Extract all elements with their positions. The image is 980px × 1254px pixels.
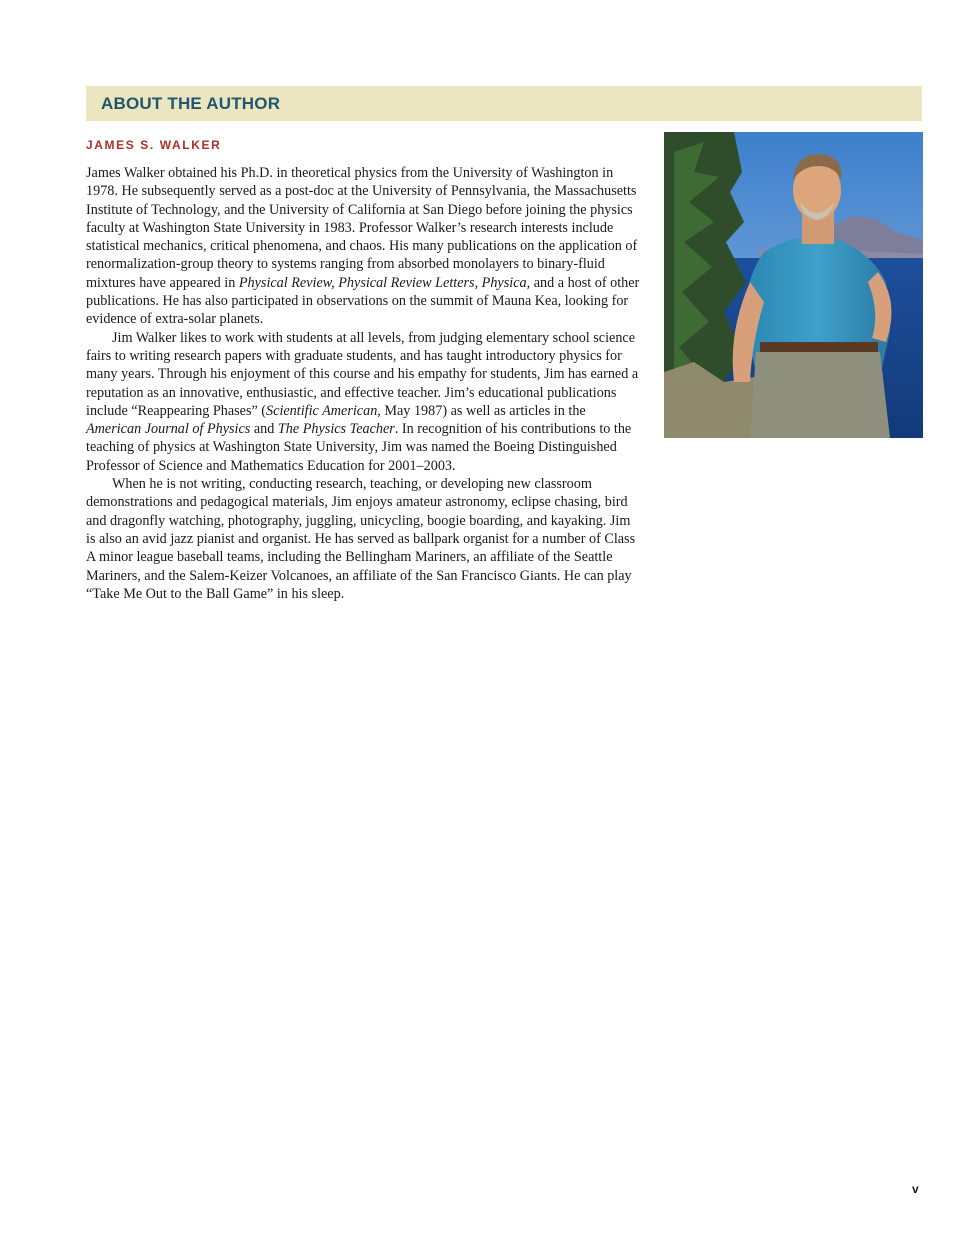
bio-paragraph-3 (86, 475, 642, 603)
bio-paragraph-2 (86, 329, 642, 475)
scientific-american-italic: Scientific American (266, 402, 378, 419)
ajp-italic: American Journal of Physics (86, 421, 251, 438)
section-header (86, 86, 922, 121)
shorts (750, 352, 890, 438)
bio-p2-text-1: Jim Walker likes to work with students at all levels, from judging elementary school science fairs to writing research papers with graduate students, and has taught introductory physics for many years. Through his enjoyment of this course and his empathy for students, Jim has earned a reputation as an innovative, enthusiastic, and effective teacher. Jim’s educational publications include “Reappearing Phases” ( (86, 329, 639, 419)
author-name: JAMES S. WALKER (86, 138, 222, 152)
section-title: ABOUT THE AUTHOR (101, 94, 281, 113)
physics-teacher-italic: The Physics Teacher (277, 421, 395, 438)
bio-p1-text-2: and a host of other publications. He has also participated in observations on the summit of Mauna Kea, looking for evidence of extra-solar planets. (86, 274, 640, 328)
bio-p2-text-2: , May 1987) as well as articles in the (377, 402, 586, 419)
author-bio (86, 164, 642, 603)
bio-p1-text-1: James Walker obtained his Ph.D. in theoretical physics from the University of Washington in 1978. He subsequently served as a post-doc at the University of Pennsylvania, the Massachusetts Institute of Technology, and the University of California at San Diego before joining the physics faculty at Washington State University in 1983. Professor Walker’s research interests include statistical mechanics, critical phenomena, and chaos. His many publications on the application of renormalization-group theory to systems ranging from absorbed monolayers to binary-fluid mixtures have appeared in (86, 165, 638, 291)
author-photo (664, 132, 923, 438)
bio-p3-text-1: When he is not writing, conducting research, teaching, or developing new classroom demonstrations and pedagogical materials, Jim enjoys amateur astronomy, eclipse chasing, bird and dragonfly watching, photography, juggling, unicycling, boogie boarding, and kayaking. Jim is also an avid jazz pianist and organist. He has served as ballpark organist for a number of Class A minor league baseball teams, including the Bellingham Mariners, an affiliate of the Seattle Mariners, and the Salem-Keizer Volcanoes, an affiliate of the San Francisco Giants. He can play “Take Me Out to the Ball Game” in his sleep. (86, 476, 636, 602)
journal-titles-italic: Physical Review, Physical Review Letters, Physica, (238, 274, 531, 291)
bio-p2-text-4: . In recognition of his contributions to the teaching of physics at Washington State University, Jim was named the Boeing Distinguished Professor of Science and Mathematics Education for 2001–2003. (86, 421, 632, 474)
page-number: v (912, 1182, 919, 1196)
bio-paragraph-1 (86, 164, 642, 329)
belt (760, 342, 878, 352)
bio-p2-text-3: and (250, 421, 278, 438)
